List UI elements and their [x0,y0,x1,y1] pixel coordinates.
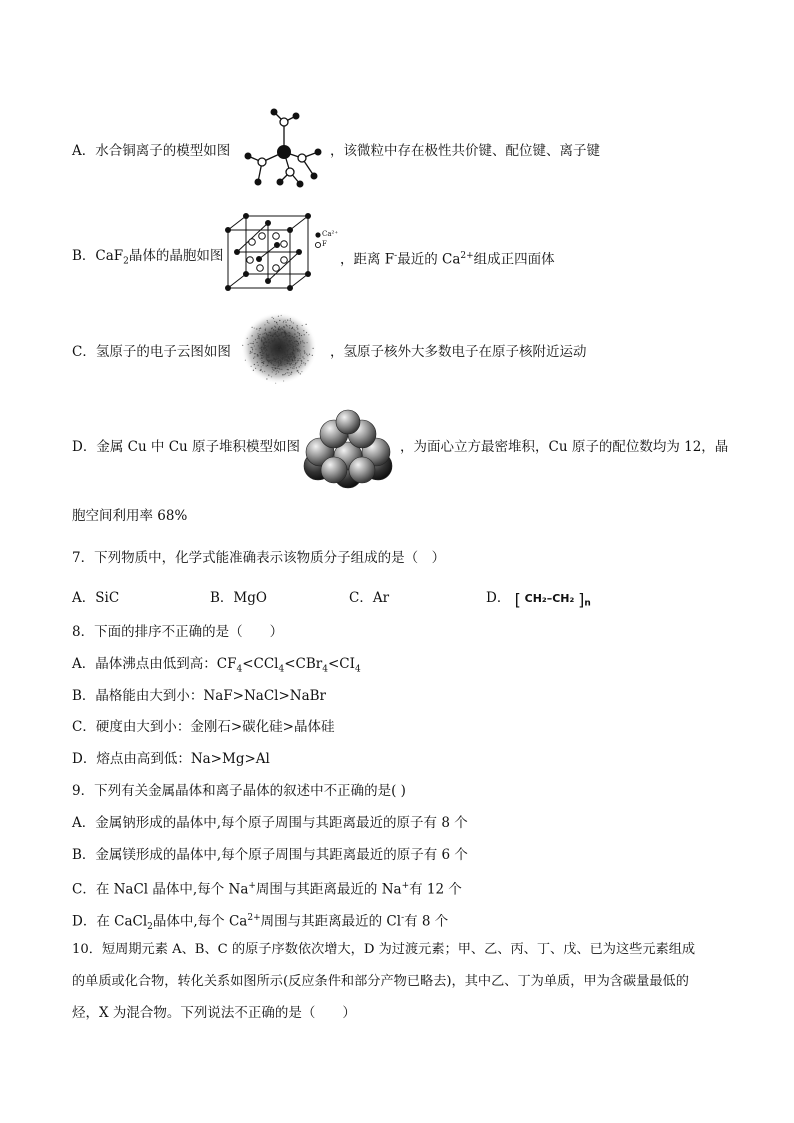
q9-d-text-2: 晶体中,每个 Ca [152,913,248,930]
q9-d-text-3: 周围与其距离最近的 Cl [260,913,402,930]
option-a [72,142,230,160]
q9-d-sup-2: - [401,913,405,923]
q7-option-a: A．SiC [72,590,120,606]
option-a-suffix: ，该微粒中存在极性共价键、配位键、离子键 [330,143,600,159]
q8-a-text-2: <CCl [242,656,279,672]
q8-option-c: C．硬度由大到小：金刚石>碳化硅>晶体硅 [72,719,335,735]
option-b-sup-1: - [394,251,398,261]
hydrogen-electron-cloud-figure [236,308,322,388]
option-b-sup-2: 2+ [460,251,474,261]
option-c-prefix: C．氢原子的电子云图如图 [72,344,231,360]
q7-option-d-n: n [584,598,591,609]
option-b [72,247,223,271]
q9-c-sup-1: + [248,881,256,891]
q10-line-3: 烃，X 为混合物。下列说法不正确的是（ ） [72,1005,356,1021]
q7-option-d-label: D． [486,590,511,606]
option-a-prefix: A．水合铜离子的模型如图 [72,143,231,159]
q9-d-sub: 2 [147,922,153,933]
cu-ccp-packing-model-figure [298,408,398,490]
q9-option-c [72,877,462,899]
option-b-suffix-3: 组成正四面体 [473,251,555,268]
q9-stem: 9．下列有关金属晶体和离子晶体的叙述中不正确的是( ) [72,783,406,799]
q9-d-sup-1: 2+ [247,913,261,923]
q8-a-text-3: <CBr [284,656,323,672]
q9-option-d [72,909,448,936]
option-b-suffix [340,247,555,269]
q7-option-d-formula: CH₂–CH₂ [524,592,575,605]
q8-option-b: B．晶格能由大到小：NaF>NaCl>NaBr [72,688,327,704]
q9-c-text-1: C．在 NaCl 晶体中,每个 Na [72,881,249,898]
q9-c-sup-2: + [401,881,410,891]
q8-option-a [72,655,361,679]
option-b-suffix-2: 最近的 Ca [397,251,461,268]
q9-option-a: A．金属钠形成的晶体中,每个原子周围与其距离最近的原子有 8 个 [72,815,468,831]
q7-option-c: C．Ar [349,590,390,606]
option-d-suffix: ，为面心立方最密堆积，Cu 原子的配位数均为 12，晶 [400,439,729,455]
hydrated-copper-ion-model-figure [240,108,328,188]
caf2-legend-ca: Ca²⁺ [322,230,339,238]
option-c-suffix: ，氢原子核外大多数电子在原子核附近运动 [330,344,587,360]
q8-a-sub-4: 4 [354,664,361,675]
q8-a-text-4: <CI [327,656,355,672]
caf2-unit-cell-figure [222,212,338,292]
option-b-text-1: B．CaF [72,248,124,264]
q8-a-sub-3: 4 [322,664,328,675]
caf2-legend-f: F [322,240,327,248]
q7-option-b: B．MgO [210,590,267,606]
q9-c-text-2: 周围与其距离最近的 Na [255,881,402,898]
option-d-prefix: D．金属 Cu 中 Cu 原子堆积模型如图 [72,439,301,455]
q7-stem: 7．下列物质中，化学式能准确表示该物质分子组成的是（ ） [72,550,446,566]
q9-c-text-3: 有 12 个 [409,881,462,898]
option-b-text-2: 晶体的晶胞如图 [128,248,224,264]
q7-option-d [486,586,591,609]
q8-option-d: D．熔点由高到低：Na>Mg>Al [72,751,270,767]
option-b-sub: 2 [123,256,129,267]
q8-stem: 8．下面的排序不正确的是（ ） [72,624,284,640]
q7-option-d-polymer: [ CH₂–CH₂ ] [514,590,585,609]
q9-option-b: B．金属镁形成的晶体中,每个原子周围与其距离最近的原子有 6 个 [72,847,468,863]
q9-d-text-4: 有 8 个 [404,913,449,930]
q8-a-text-1: A．晶体沸点由低到高：CF [72,656,237,672]
q10-line-1: 10．短周期元素 A、B、C 的原子序数依次增大，D 为过渡元素；甲、乙、丙、丁、戊、已为这些元素组成 [72,942,696,957]
option-b-suffix-1: ，距离 F [340,251,395,268]
q10-line-2: 的单质或化合物，转化关系如图所示(反应条件和部分产物已略去)，其中乙、丁为单质，甲为含碳量最低的 [72,974,689,989]
option-d-continuation: 胞空间利用率 68% [72,508,188,524]
q9-d-text-1: D．在 CaCl [72,913,148,930]
q8-a-sub-2: 4 [278,664,285,675]
q8-a-sub-1: 4 [236,664,243,675]
